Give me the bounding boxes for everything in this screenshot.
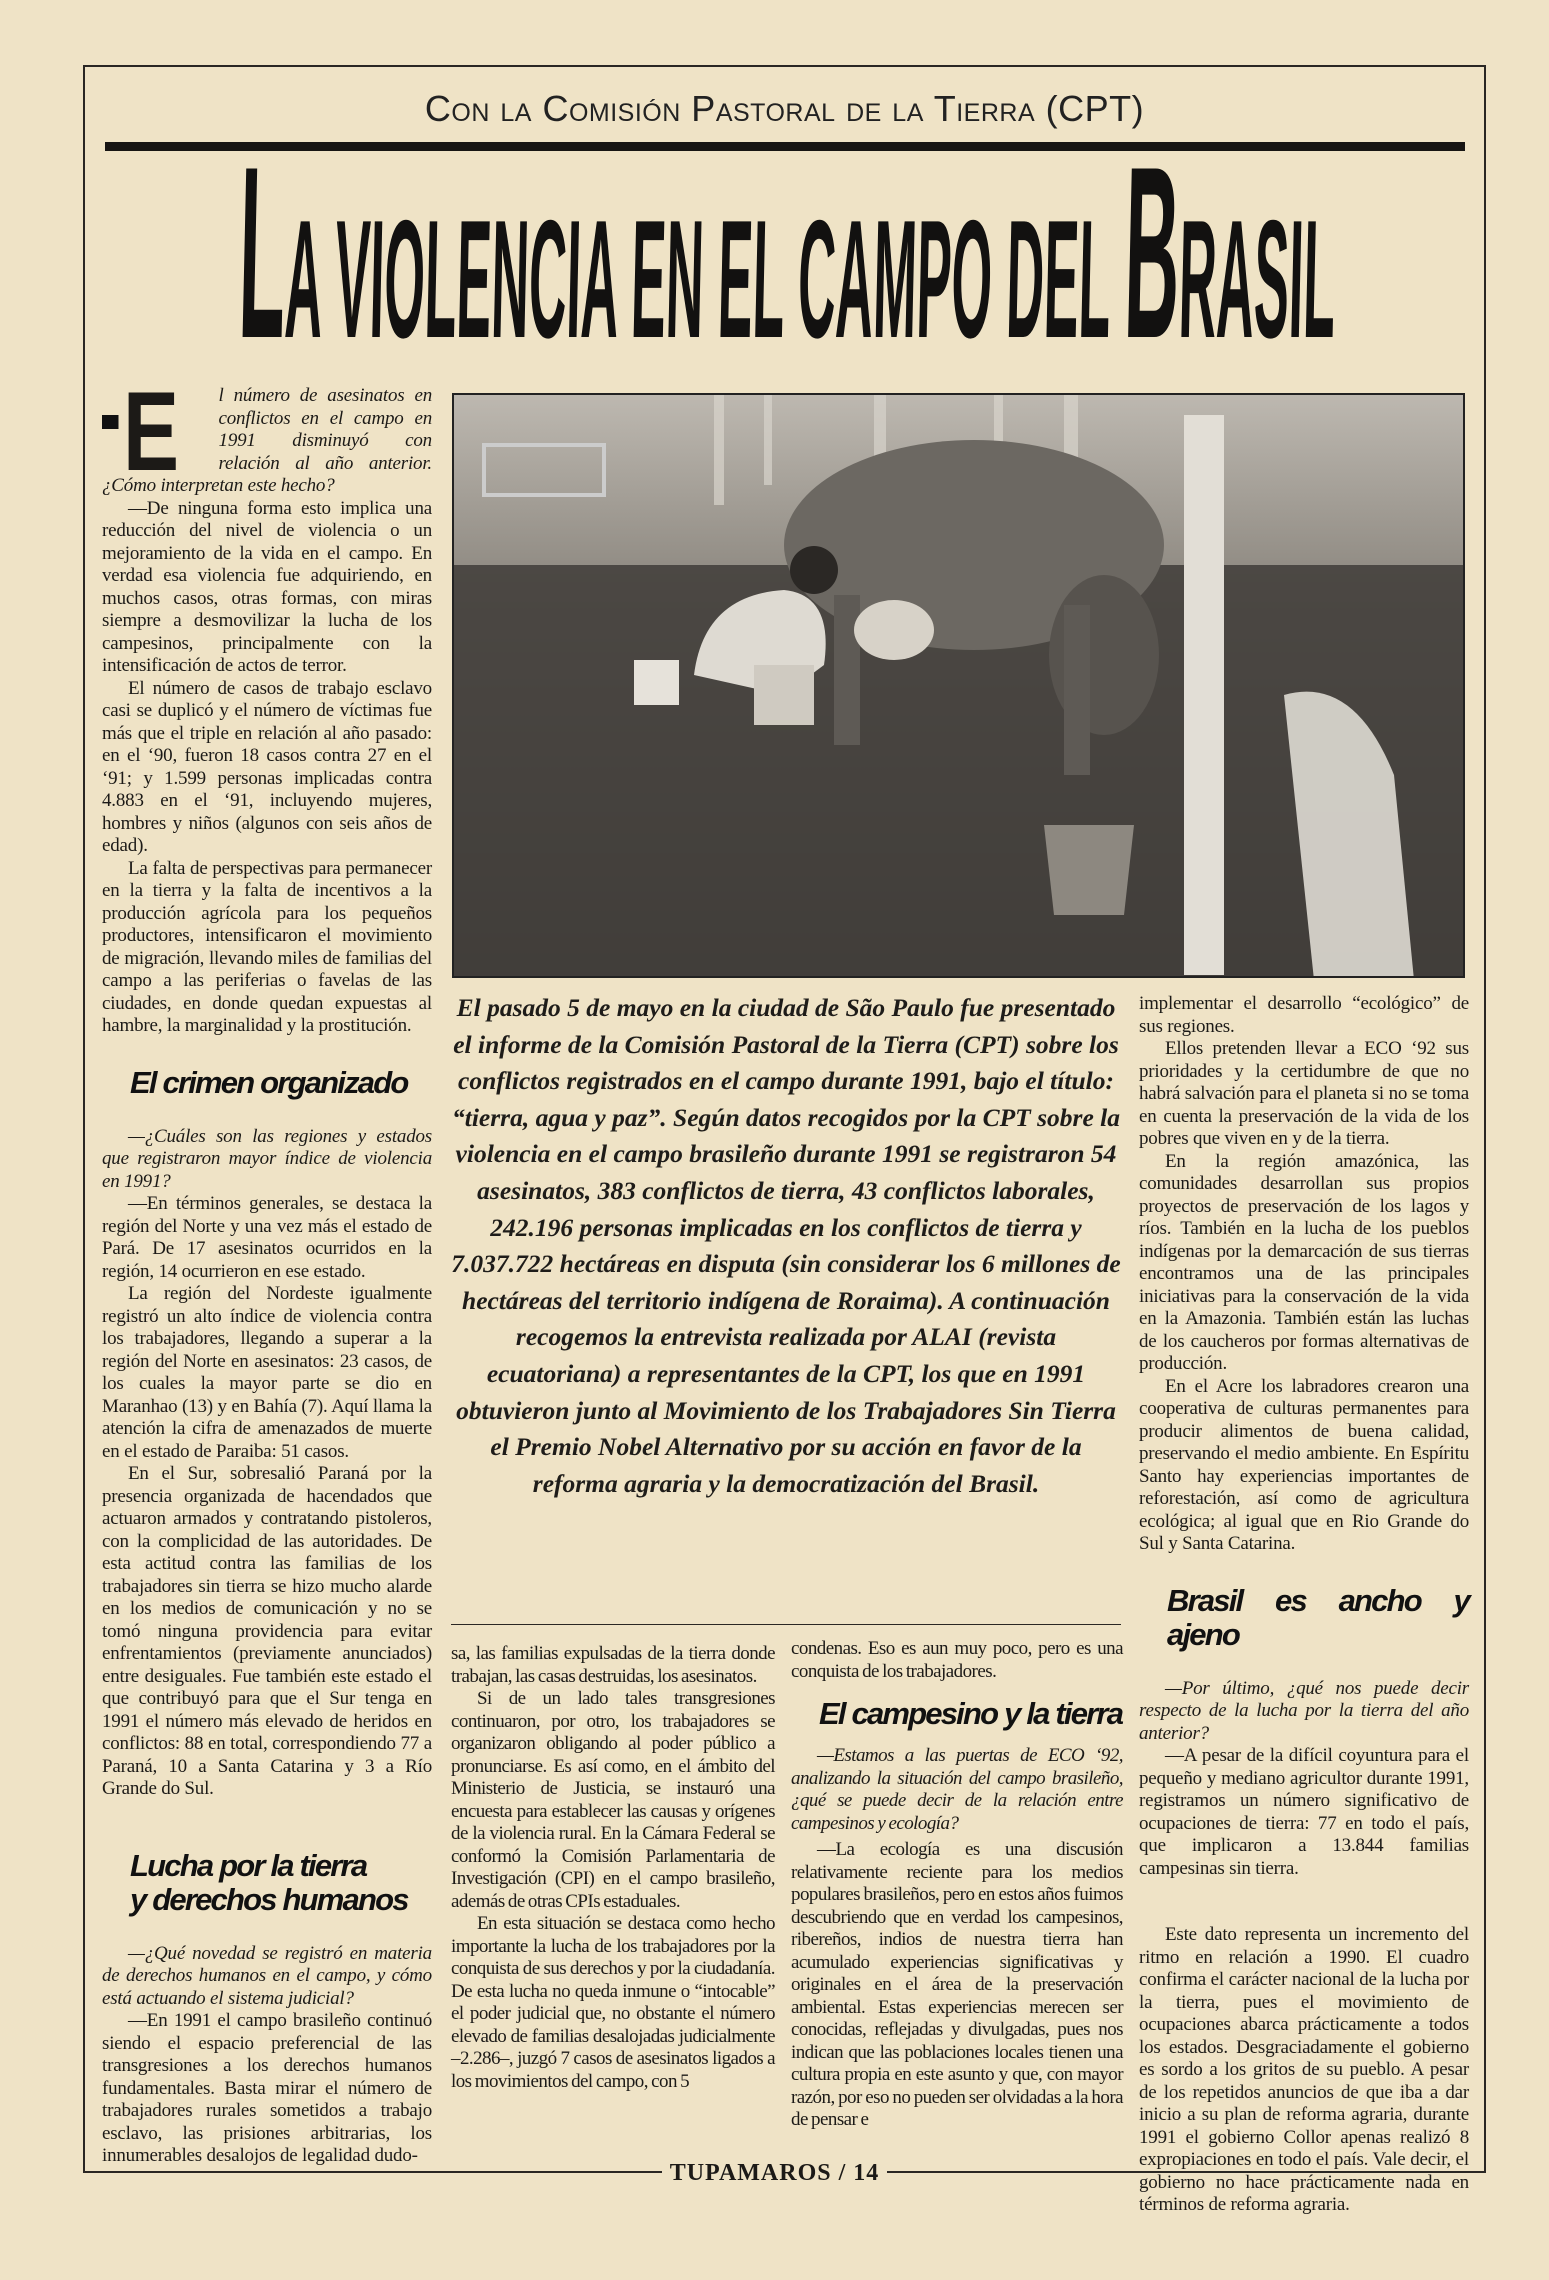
paragraph: Este dato representa un incremento del ritmo en relación a 1990. El cuadro confirma el carácter nacional de la lucha por la tierra, pues el movimiento de ocupaciones abarca prácticamente a todos los estados. Desgraciadamente el gobierno es sordo a los gritos de su pueblo. A pesar de los repetidos anuncios de que iba a dar inicio a su plan de reforma agraria, durante 1991 el gobierno Collor apenas realizó 8 expropiaciones en todo el país. Vale decir, el gobierno no hace prácticamente nada en términos de reforma agraria.	[1139, 1924, 1469, 2215]
bucket	[634, 660, 679, 705]
paragraph: En la región amazónica, las comunidades desarrollan sus propios proyectos de preservación de los lagos y ríos. También en la lucha de los pueblos indígenas por la demarcación de sus tierras encontramos una de las principales iniciativas para la conservación de la vida en la Amazonia. También están las luchas de los caucheros por formas alternativas de producción.	[1139, 1150, 1469, 1374]
drop-cap-letter: E	[123, 369, 179, 494]
section-divider	[451, 1624, 1121, 1625]
page-headline	[235, 115, 1338, 389]
headline-initial-b: B	[1121, 115, 1183, 389]
column-1	[102, 369, 432, 2168]
paragraph: condenas. Eso es aun muy poco, pero es una conquista de los trabajadores.	[791, 1638, 1123, 1682]
wooden-post	[1184, 415, 1224, 975]
lead-paragraph: El pasado 5 de mayo en la ciudad de São Paulo fue presentado el informe de la Comisión Pastoral de la Tierra (CPT) sobre los conflictos registrados en el campo durante 1991, bajo el título: “tierra, agua y paz”. Según datos recogidos por la CPT sobre la violencia en el campo brasileño durante 1991 se registraron 54 asesinatos, 383 conflictos de tierra, 43 conflictos laborales, 242.196 personas implicadas en los conflictos de tierra y 7.037.722 hectáreas en disputa (sin considerar los 6 millones de hectáreas del territorio indígena de Roraima). A continuación recogemos la entrevista realizada por ALAI (revista ecuatoriana) a representantes de la CPT, los que en 1991 obtuvieron junto al Movimiento de los Trabajadores Sin Tierra el Premio Nobel Alternativo por su acción en favor de la reforma agraria y la democratización del Brasil.	[451, 993, 1121, 1498]
photo-image	[454, 395, 1465, 978]
milk-pail	[1044, 825, 1134, 915]
subheading-line: Lucha por la tierra	[130, 1847, 367, 1883]
column-4	[1139, 993, 1469, 2217]
question: —¿Cuáles son las regiones y estados que registraron mayor índice de violencia en 1991?	[102, 1125, 432, 1192]
paragraph: El número de casos de trabajo esclavo casi se duplicó y el número de víctimas fue más que el triple en relación al año pasado: en el ‘90, fueron 18 casos contra 27 en el ‘91; y 1.599 personas implicadas contra 4.883 en el ‘91, incluyendo mujeres, hombres y niños (algunos con seis años de edad).	[102, 677, 432, 856]
question: —¿Qué novedad se registró en materia de derechos humanos en el campo, y cómo está actuando el sistema judicial?	[102, 1942, 432, 2009]
paragraph: Ellos pretenden llevar a ECO ‘92 sus prioridades y la certidumbre de que no habrá salvación para el planeta si no se toma en cuenta la preservación de la vida de los pobres que viven en y de la tierra.	[1139, 1038, 1469, 1149]
paragraph: sa, las familias expulsadas de la tierra donde trabajan, las casas destruidas, los asesinatos.	[451, 1643, 775, 1687]
headline-initial-l: L	[235, 115, 289, 389]
headline-part-1: A VIOLENCIA EN EL CAMPO DEL	[282, 185, 1126, 373]
paragraph: En el Sur, sobresalió Paraná por la presencia organizada de hacendados que actuaron armados y contratando pistoleros, con la complicidad de las autoridades. De esta actitud contra las familias de los trabajadores sin tierra se hizo mucho alarde en los medios de comunicación y no se tomó ninguna providencia para evitar enfrentamientos (previamente anunciados) entre desiguales. Fue también este estado el que contribuyó para que el Sur tenga en 1991 el número más elevado de heridos en conflictos: 88 en total, correspondiendo 77 a Paraná, 10 a Santa Catarina y 3 a Río Grande do Sul.	[102, 1463, 432, 1799]
paragraph: En el Acre los labradores crearon una cooperativa de culturas permanentes para producir alimentos de buena calidad, preservando el medio ambiente. En Espíritu Santo hay experiencias importantes de reforestación, así como de agricultura ecológica; al igual que en Rio Grande do Sul y Santa Catarina.	[1139, 1375, 1469, 1554]
subheading-line: y derechos humanos	[130, 1881, 408, 1917]
dash-mark	[102, 415, 119, 429]
question: —Estamos a las puertas de ECO ‘92, analizando la situación del campo brasileño, ¿qué se puede decir de la relación entre campesinos y ecología?	[791, 1745, 1123, 1834]
subheading-lucha	[130, 1849, 432, 1917]
paragraph: —A pesar de la difícil coyuntura para el pequeño y mediano agricultor durante 1991, registramos un número significativo de ocupaciones de tierra: 77 en todo el país, que implicaron a 13.844 familias campesinas sin tierra.	[1139, 1745, 1469, 1879]
page-footer	[0, 2160, 1549, 2187]
paragraph: —En términos generales, se destaca la región del Norte y una vez más el estado de Pará. De 17 asesinatos ocurridos en la región, 14 ocurrieron en ese estado.	[102, 1193, 432, 1282]
intro-question	[102, 369, 432, 498]
paragraph: —La ecología es una discusión relativamente reciente para los medios populares brasileños, pero en estos años fuimos descubriendo que en verdad los campesinos, ribereños, indios de nuestra tierra han acumulado experiencias significativas y originales en el área de la preservación ambiental. Estas experiencias merecen ser conocidas, reflejadas y divulgadas, pues nos indican que las poblaciones locales tienen una cultura propia en este asunto y que, con mayor razón, por eso no pueden ser olvidadas a la hora de pensar e	[791, 1839, 1123, 2130]
paragraph: La falta de perspectivas para permanecer en la tierra y la falta de incentivos a la producción agrícola para los pequeños productores, intensificaron el movimiento de migración, llevando miles de familias del campo a las periferias o favelas de las ciudades, en donde quedan expuestas al hambre, la marginalidad y la prostitución.	[102, 857, 432, 1036]
paragraph: implementar el desarrollo “ecológico” de sus regiones.	[1139, 993, 1469, 1037]
section-kicker: Con la Comisión Pastoral de la Tierra (CPT)	[424, 88, 1145, 129]
paragraph: —De ninguna forma esto implica una reducción del nivel de violencia o un mejoramiento de la vida en el campo. En verdad esa violencia fue adquiriendo, en muchos casos, otras formas, con miras siempre a desmovilizar la lucha de los campesinos, principalmente con la intensificación de actos de terror.	[102, 497, 432, 676]
question-text: l número de asesinatos en conflictos en el campo en 1991 disminuyó con relación al año anterior. ¿Cómo interpretan este hecho?	[102, 385, 432, 496]
paragraph: En esta situación se destaca como hecho importante la lucha de los trabajadores por la conquista de sus derechos y por la ciudadanía. De esta lucha no queda inmune o “intocable” el poder judicial que, no obstante el número elevado de familias desalojadas judicialmente –2.286–, juzgó 7 casos de asesinatos ligados a los movimientos del campo, con 5	[451, 1913, 775, 2092]
paragraph: La región del Nordeste igualmente registró un alto índice de violencia contra los trabajadores, llegando a superar a la región del Norte en asesinatos: 23 casos, de los cuales la mayor parte se dio en Maranhao (13) y en Bahía (7). Aquí llama la atención la cifra de amenazados de muerte en el estado de Paraiba: 51 casos.	[102, 1283, 432, 1462]
headline-part-2: RASIL	[1176, 185, 1337, 373]
column-2	[451, 1643, 775, 2093]
footer-publication-page: TUPAMAROS / 14	[662, 2160, 888, 2186]
column-3	[791, 1638, 1123, 2132]
drop-cap	[102, 369, 179, 494]
paragraph: Si de un lado tales transgresiones continuaron, por otro, los trabajadores se organizaron obligando al poder público a pronunciarse. Es así como, en el ámbito del Ministerio de Justicia, se instauró una encuesta para establecer las causas y orígenes de la violencia rural. En la Cámara Federal se conformó la Comisión Parlamentaria de Investigación (CPI) en el campo brasileño, además de otras CPIs estaduales.	[451, 1688, 775, 1912]
question: —Por último, ¿qué nos puede decir respecto de la lucha por la tierra del año anterior?	[1139, 1677, 1469, 1744]
paragraph: —En 1991 el campo brasileño continuó siendo el espacio preferencial de las transgresiones a los derechos humanos fundamentales. Basta mirar el número de trabajadores rurales sometidos a trabajo esclavo, las prisiones arbitrarias, los innumerables desalojos de legalidad dudo-	[102, 2010, 432, 2166]
subheading-brasil: Brasil es ancho y ajeno	[1167, 1582, 1469, 1652]
subheading-crimen: El crimen organizado	[130, 1064, 408, 1100]
subheading-campesino: El campesino y la tierra	[819, 1696, 1123, 1731]
photo-farmer-milking-cow	[452, 393, 1465, 978]
headline-container	[83, 115, 1486, 389]
